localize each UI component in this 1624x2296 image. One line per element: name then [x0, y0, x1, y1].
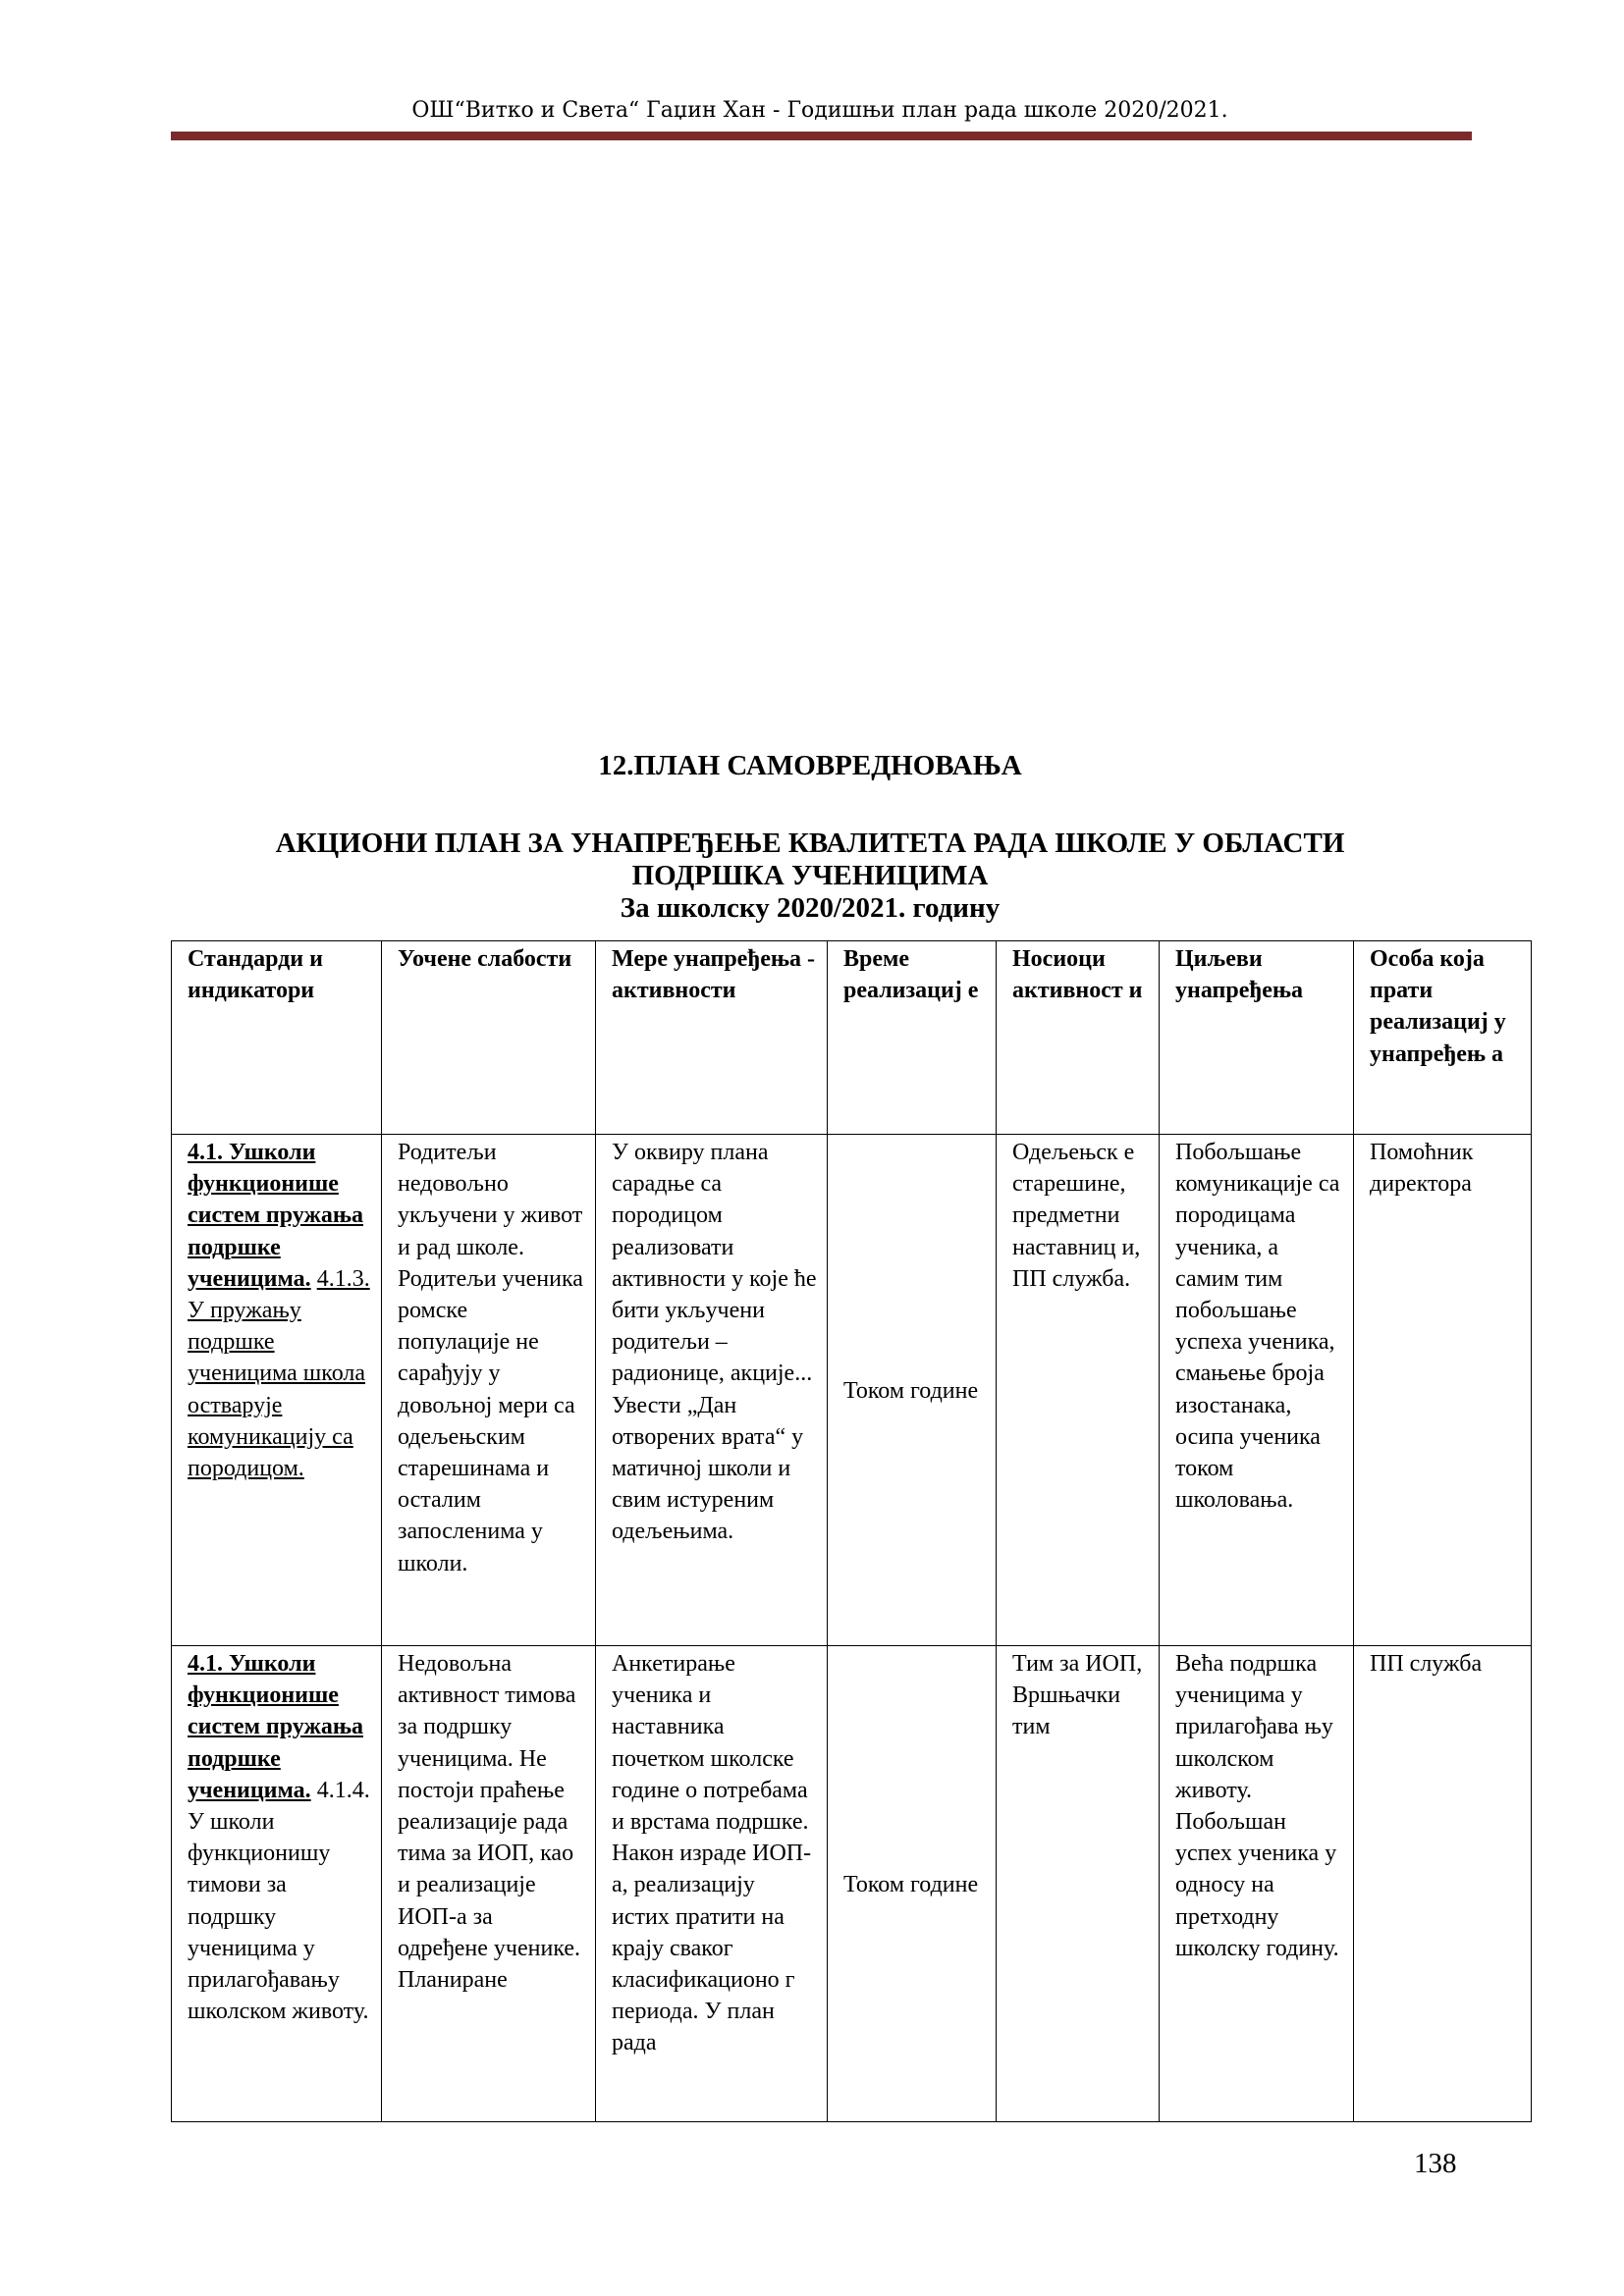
header-standards: Стандарди и индикатори	[172, 941, 382, 1135]
header-time: Време реализациј е	[828, 941, 997, 1135]
cell-standard	[172, 1135, 382, 1646]
header-rule	[171, 132, 1472, 140]
table-row	[172, 1135, 1532, 1646]
cell-goals: Већа подршка ученицима у прилагођава њу школском животу. Побољшан успех ученика у односу на претходну школску годину.	[1160, 1646, 1354, 2122]
standard-title: 4.1. Ушколи функционише систем пружања подршке ученицима.	[188, 1140, 363, 1292]
cell-goals: Побољшање комуникације са породицама ученика, а самим тим побољшање успеха ученика, смањење броја изостанака, осипа ученика током школовања.	[1160, 1135, 1354, 1646]
cell-measures: У оквиру плана сарадње са породицом реализовати активности у које ће бити укључени родитељи – радионице, акције... Увести „Дан отворених врата“ у матичној школи и свим истуреним одељењима.	[596, 1135, 828, 1646]
cell-carriers: Одељењск е старешине, предметни наставниц и, ПП служба.	[997, 1135, 1160, 1646]
page-number: 138	[1414, 2148, 1457, 2179]
plan-title-line-1: АКЦИОНИ ПЛАН ЗА УНАПРЕЂЕЊЕ КВАЛИТЕТА РАДА ШКОЛЕ У ОБЛАСТИ	[275, 828, 1345, 859]
header-goals: Циљеви унапређења	[1160, 941, 1354, 1135]
header-monitor: Особа која прати реализациј у унапређењ а	[1354, 941, 1532, 1135]
cell-weaknesses: Родитељи недовољно укључени у живот и рад школе. Родитељи ученика ромске популације не сарађују у довољној мери са одељењским старешинама и осталим запосленима у школи.	[382, 1135, 596, 1646]
standard-indicator: 4.1.3. У пружању подршке ученицима школа остварује комуникацију са породицом.	[188, 1265, 370, 1482]
cell-carriers: Тим за ИОП, Вршњачки тим	[997, 1646, 1160, 2122]
running-header: ОШ“Витко и Света“ Гаџин Хан - Годишњи план рада школе 2020/2021.	[411, 98, 1228, 123]
plan-title-line-3: За школску 2020/2021. годину	[620, 892, 1001, 924]
section-title: 12.ПЛАН САМОВРЕДНОВАЊА	[598, 750, 1022, 781]
cell-time: Током године	[828, 1646, 997, 2122]
plan-title-line-2: ПОДРШКА УЧЕНИЦИМА	[631, 860, 989, 891]
cell-weaknesses: Недовољна активност тимова за подршку ученицима. Не постоји праћење реализације рада тима за ИОП, као и реализације ИОП-а за одређене ученике. Планиране	[382, 1646, 596, 2122]
cell-monitor: Помоћник директора	[1354, 1135, 1532, 1646]
cell-monitor: ПП служба	[1354, 1646, 1532, 2122]
standard-title: 4.1. Ушколи функционише систем пружања подршке ученицима.	[188, 1651, 363, 1803]
cell-standard	[172, 1646, 382, 2122]
header-measures: Мере унапређења - активности	[596, 941, 828, 1135]
standard-indicator: 4.1.4. У школи функционишу тимови за подршку ученицима у прилагођавању школском животу.	[188, 1777, 370, 2025]
table-row	[172, 1646, 1532, 2122]
action-plan-table	[171, 940, 1532, 2122]
header-carriers: Носиоци активност и	[997, 941, 1160, 1135]
header-weaknesses: Уочене слабости	[382, 941, 596, 1135]
cell-time: Током године	[828, 1135, 997, 1646]
cell-measures: Анкетирање ученика и наставника почетком школске године о потребама и врстама подршке. Након израде ИОП-а, реализацију истих пратити на крају сваког класификационо г периода. У план рада	[596, 1646, 828, 2122]
table-header-row	[172, 941, 1532, 1135]
plan-title	[157, 828, 1463, 925]
